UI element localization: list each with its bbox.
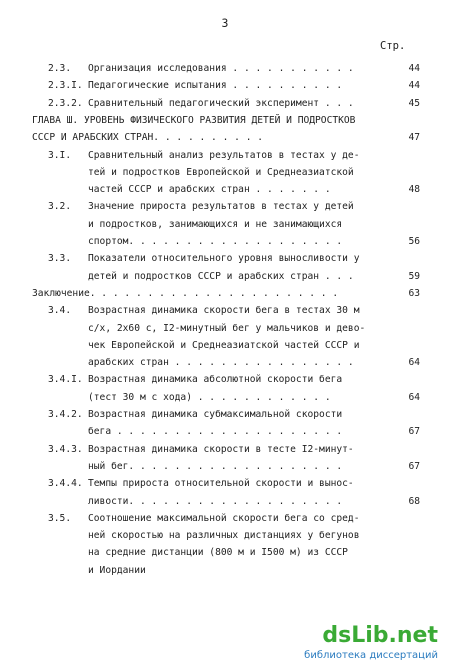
toc-entry-text: арабских стран . . . . . . . . . . . . . . . . <box>88 357 354 369</box>
toc-line <box>0 373 450 387</box>
site-logo[interactable]: dsLib.net <box>322 623 438 648</box>
toc-entry-text: СССР И АРАБСКИХ СТРАН. . . . . . . . . . <box>32 132 264 144</box>
toc-line <box>0 408 450 422</box>
toc-entry-page: 64 <box>408 391 420 403</box>
watermark <box>262 623 442 663</box>
toc-entry-page: 45 <box>408 97 420 109</box>
toc-entry-number: 2.3. <box>48 63 72 74</box>
toc-line <box>0 235 450 249</box>
page-column-header: Стр. <box>380 40 406 52</box>
toc-entry-text: ный бег. . . . . . . . . . . . . . . . . . . <box>88 460 343 472</box>
toc-entry-number: 3.3. <box>48 253 72 265</box>
toc-line <box>0 339 450 353</box>
toc-line <box>0 97 450 111</box>
toc-line <box>0 391 450 405</box>
toc-entry-page: 59 <box>408 270 420 282</box>
toc-line <box>0 287 450 301</box>
toc-entry-text: частей СССР и арабских стран . . . . . . . <box>88 184 331 196</box>
toc-line <box>0 218 450 232</box>
toc-entry-text: Возрастная динамика скорости бега в тестах 30 м <box>88 305 360 317</box>
toc-line <box>0 443 450 457</box>
toc-entry-text: Показатели относительного уровня выносливости у <box>88 253 360 265</box>
toc-entry-text: на средние дистанции (800 м и I500 м) из СССР <box>88 547 348 559</box>
toc-line <box>0 322 450 336</box>
toc-entry-text: чек Европейской и Среднеазиатской частей СССР и <box>88 339 360 351</box>
toc-line <box>0 460 450 474</box>
toc-entry-text: (тест 30 м с хода) . . . . . . . . . . . . <box>88 391 331 403</box>
toc-entry-page: 47 <box>408 132 420 144</box>
toc-entry-number: 3.4.2. <box>48 409 83 420</box>
toc-line <box>0 79 450 93</box>
toc-line <box>0 270 450 284</box>
toc-entry-number: 3.4.I. <box>48 374 83 386</box>
toc-entry-text: Темпы прироста относительной скорости и вынос- <box>88 478 354 490</box>
toc-line <box>0 512 450 526</box>
toc-entry-text: Сравнительный анализ результатов в тестах у де- <box>88 149 360 161</box>
toc-line <box>0 252 450 266</box>
toc-entry-page: 67 <box>408 460 420 472</box>
toc-line <box>0 149 450 163</box>
toc-line <box>0 62 450 76</box>
toc-entry-text: Значение прироста результатов в тестах у детей <box>88 201 354 213</box>
toc-entry-page: 68 <box>408 495 420 507</box>
page-number: 3 <box>221 16 229 30</box>
toc-line <box>0 477 450 491</box>
toc-entry-page: 44 <box>408 80 420 92</box>
toc-entry-text: с/х, 2х60 с, I2-минутный бег у мальчиков и дево- <box>88 322 366 334</box>
site-tagline: библиотека диссертаций <box>304 650 438 661</box>
toc-entry-page: 63 <box>408 287 420 299</box>
toc-entry-number: 2.3.2. <box>48 97 83 109</box>
toc-entry-text: Организация исследования . . . . . . . . . . . <box>88 63 354 74</box>
toc-entry-page: 44 <box>408 63 420 74</box>
toc-entry-text: Заключение. . . . . . . . . . . . . . . . . . . . . . <box>32 287 339 299</box>
toc-line <box>0 183 450 197</box>
toc-entry-text: Возрастная динамика скорости в тесте I2-минут- <box>88 443 354 455</box>
toc-line <box>0 564 450 578</box>
toc-entry-page: 56 <box>408 236 420 247</box>
toc-entry-text: бега . . . . . . . . . . . . . . . . . . . . <box>88 426 343 438</box>
toc-entry-number: 3.4.3. <box>48 443 83 455</box>
toc-entry-text: Сравнительный педагогический эксперимент . . . <box>88 97 354 109</box>
toc-entry-page: 64 <box>408 357 420 369</box>
toc-entry-text: Возрастная динамика субмаксимальной скорости <box>88 409 343 420</box>
toc-entry-number: 3.2. <box>48 201 72 213</box>
toc-line <box>0 304 450 318</box>
toc-entry-text: ней скоростью на различных дистанциях у бегунов <box>88 530 360 542</box>
toc-entry-text: тей и подростков Европейской и Среднеазиатской <box>88 166 354 178</box>
toc-entry-number: 3.4.4. <box>48 478 83 490</box>
toc-entry-page: 48 <box>408 184 420 196</box>
toc-line <box>0 131 450 145</box>
toc-line <box>0 546 450 560</box>
toc-line <box>0 495 450 509</box>
toc-line <box>0 166 450 180</box>
toc-entry-text: и Иордании <box>88 564 146 576</box>
toc-entry-number: 3.4. <box>48 305 72 317</box>
toc-entry-text: и подростков, занимающихся и не занимающихся <box>88 218 343 230</box>
toc-entry-text: Педагогические испытания . . . . . . . . . . <box>88 80 343 92</box>
toc-entry-text: спортом. . . . . . . . . . . . . . . . . . . <box>88 236 343 247</box>
toc-entry-text: ГЛАВА Ш. УРОВЕНЬ ФИЗИЧЕСКОГО РАЗВИТИЯ ДЕТЕЙ И ПОДРОСТКОВ <box>32 114 356 126</box>
toc-entry-text: детей и подростков СССР и арабских стран . . . <box>88 270 354 282</box>
toc-entry-number: 2.3.I. <box>48 80 83 92</box>
toc-entry-text: Возрастная динамика абсолютной скорости бега <box>88 374 343 386</box>
toc-entry-text: Соотношение максимальной скорости бега со сред- <box>88 512 360 524</box>
toc-line <box>0 529 450 543</box>
toc-line <box>0 356 450 370</box>
toc-line <box>0 200 450 214</box>
toc-entry-number: 3.5. <box>48 512 72 524</box>
toc-line <box>0 425 450 439</box>
toc-line <box>0 114 450 128</box>
toc-entry-number: 3.I. <box>48 149 72 161</box>
toc-entry-page: 67 <box>408 426 420 438</box>
toc-entry-text: ливости. . . . . . . . . . . . . . . . . . . <box>88 495 343 507</box>
